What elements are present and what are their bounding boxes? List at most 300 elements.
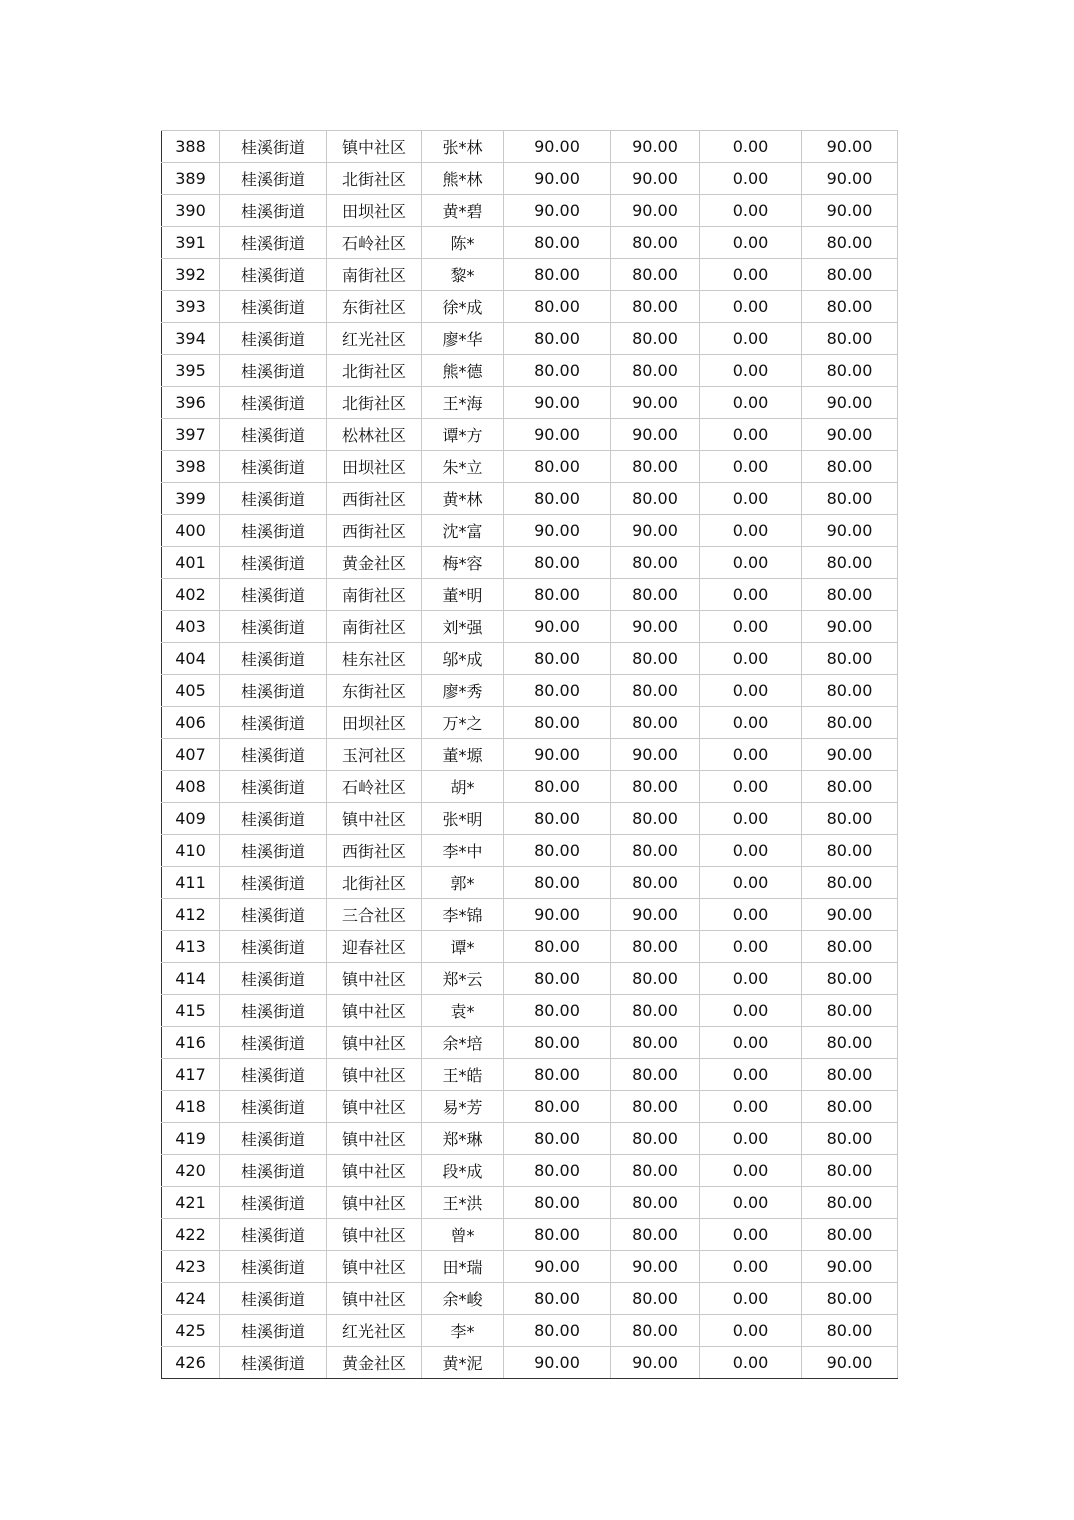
name-cell: 黎* — [422, 259, 504, 291]
amount-cell: 80.00 — [611, 995, 700, 1027]
amount-cell: 90.00 — [611, 1251, 700, 1283]
amount-cell: 80.00 — [504, 483, 611, 515]
amount-cell: 80.00 — [802, 1315, 898, 1347]
community-cell: 镇中社区 — [327, 1091, 422, 1123]
name-cell: 郑*琳 — [422, 1123, 504, 1155]
row-number-cell: 400 — [162, 515, 220, 547]
name-cell: 邬*成 — [422, 643, 504, 675]
table-row — [162, 771, 898, 803]
amount-cell: 90.00 — [504, 419, 611, 451]
name-cell: 黄*泥 — [422, 1347, 504, 1379]
amount-cell: 80.00 — [611, 1283, 700, 1315]
community-cell: 镇中社区 — [327, 1123, 422, 1155]
amount-cell: 80.00 — [504, 1219, 611, 1251]
table-row — [162, 323, 898, 355]
table-row — [162, 547, 898, 579]
amount-cell: 80.00 — [504, 675, 611, 707]
table-row — [162, 1187, 898, 1219]
amount-cell: 80.00 — [504, 1283, 611, 1315]
community-cell: 黄金社区 — [327, 1347, 422, 1379]
table-row — [162, 483, 898, 515]
amount-cell: 0.00 — [700, 1123, 802, 1155]
amount-cell: 90.00 — [802, 163, 898, 195]
subdistrict-cell: 桂溪街道 — [220, 1059, 327, 1091]
amount-cell: 80.00 — [504, 995, 611, 1027]
row-number-cell: 411 — [162, 867, 220, 899]
amount-cell: 80.00 — [802, 291, 898, 323]
row-number-cell: 389 — [162, 163, 220, 195]
name-cell: 李* — [422, 1315, 504, 1347]
amount-cell: 0.00 — [700, 1027, 802, 1059]
community-cell: 镇中社区 — [327, 1251, 422, 1283]
row-number-cell: 401 — [162, 547, 220, 579]
community-cell: 田坝社区 — [327, 451, 422, 483]
name-cell: 熊*林 — [422, 163, 504, 195]
amount-cell: 90.00 — [504, 1251, 611, 1283]
amount-cell: 80.00 — [504, 291, 611, 323]
amount-cell: 80.00 — [504, 1315, 611, 1347]
amount-cell: 80.00 — [802, 483, 898, 515]
amount-cell: 80.00 — [504, 451, 611, 483]
name-cell: 田*瑞 — [422, 1251, 504, 1283]
amount-cell: 90.00 — [611, 899, 700, 931]
table-row — [162, 1059, 898, 1091]
amount-cell: 0.00 — [700, 419, 802, 451]
community-cell: 南街社区 — [327, 579, 422, 611]
row-number-cell: 424 — [162, 1283, 220, 1315]
name-cell: 张*明 — [422, 803, 504, 835]
amount-cell: 80.00 — [802, 995, 898, 1027]
amount-cell: 80.00 — [802, 1123, 898, 1155]
amount-cell: 90.00 — [504, 195, 611, 227]
amount-cell: 0.00 — [700, 1187, 802, 1219]
subdistrict-cell: 桂溪街道 — [220, 291, 327, 323]
amount-cell: 80.00 — [504, 707, 611, 739]
table-row — [162, 1315, 898, 1347]
amount-cell: 80.00 — [504, 867, 611, 899]
amount-cell: 0.00 — [700, 1315, 802, 1347]
subdistrict-cell: 桂溪街道 — [220, 931, 327, 963]
amount-cell: 80.00 — [504, 771, 611, 803]
community-cell: 三合社区 — [327, 899, 422, 931]
row-number-cell: 405 — [162, 675, 220, 707]
amount-cell: 80.00 — [611, 1059, 700, 1091]
amount-cell: 80.00 — [504, 963, 611, 995]
amount-cell: 80.00 — [504, 803, 611, 835]
amount-cell: 80.00 — [802, 963, 898, 995]
row-number-cell: 425 — [162, 1315, 220, 1347]
subdistrict-cell: 桂溪街道 — [220, 1251, 327, 1283]
table-row — [162, 1027, 898, 1059]
row-number-cell: 395 — [162, 355, 220, 387]
row-number-cell: 414 — [162, 963, 220, 995]
table-row — [162, 899, 898, 931]
amount-cell: 90.00 — [504, 1347, 611, 1379]
amount-cell: 80.00 — [504, 227, 611, 259]
name-cell: 易*芳 — [422, 1091, 504, 1123]
amount-cell: 80.00 — [611, 1219, 700, 1251]
amount-cell: 0.00 — [700, 835, 802, 867]
amount-cell: 0.00 — [700, 195, 802, 227]
amount-cell: 80.00 — [504, 1027, 611, 1059]
amount-cell: 90.00 — [504, 515, 611, 547]
subdistrict-cell: 桂溪街道 — [220, 1219, 327, 1251]
amount-cell: 80.00 — [802, 1155, 898, 1187]
subdistrict-cell: 桂溪街道 — [220, 643, 327, 675]
amount-cell: 80.00 — [802, 675, 898, 707]
amount-cell: 0.00 — [700, 1059, 802, 1091]
amount-cell: 80.00 — [611, 675, 700, 707]
data-table — [161, 130, 898, 1379]
table-row — [162, 643, 898, 675]
name-cell: 谭*方 — [422, 419, 504, 451]
row-number-cell: 406 — [162, 707, 220, 739]
community-cell: 石岭社区 — [327, 771, 422, 803]
row-number-cell: 422 — [162, 1219, 220, 1251]
subdistrict-cell: 桂溪街道 — [220, 739, 327, 771]
amount-cell: 90.00 — [802, 387, 898, 419]
amount-cell: 80.00 — [504, 835, 611, 867]
name-cell: 王*皓 — [422, 1059, 504, 1091]
community-cell: 西街社区 — [327, 515, 422, 547]
community-cell: 黄金社区 — [327, 547, 422, 579]
amount-cell: 0.00 — [700, 1283, 802, 1315]
row-number-cell: 408 — [162, 771, 220, 803]
table-row — [162, 387, 898, 419]
row-number-cell: 410 — [162, 835, 220, 867]
row-number-cell: 390 — [162, 195, 220, 227]
amount-cell: 90.00 — [611, 1347, 700, 1379]
community-cell: 北街社区 — [327, 867, 422, 899]
subdistrict-cell: 桂溪街道 — [220, 1123, 327, 1155]
community-cell: 桂东社区 — [327, 643, 422, 675]
name-cell: 陈* — [422, 227, 504, 259]
amount-cell: 80.00 — [802, 547, 898, 579]
amount-cell: 80.00 — [802, 1059, 898, 1091]
amount-cell: 80.00 — [611, 579, 700, 611]
amount-cell: 90.00 — [504, 611, 611, 643]
amount-cell: 80.00 — [611, 707, 700, 739]
name-cell: 李*中 — [422, 835, 504, 867]
subdistrict-cell: 桂溪街道 — [220, 1187, 327, 1219]
row-number-cell: 413 — [162, 931, 220, 963]
amount-cell: 80.00 — [611, 867, 700, 899]
name-cell: 袁* — [422, 995, 504, 1027]
amount-cell: 80.00 — [611, 355, 700, 387]
amount-cell: 90.00 — [802, 419, 898, 451]
community-cell: 镇中社区 — [327, 1027, 422, 1059]
amount-cell: 80.00 — [504, 547, 611, 579]
community-cell: 北街社区 — [327, 387, 422, 419]
amount-cell: 80.00 — [611, 643, 700, 675]
name-cell: 黄*碧 — [422, 195, 504, 227]
table-row — [162, 579, 898, 611]
name-cell: 朱*立 — [422, 451, 504, 483]
amount-cell: 90.00 — [802, 739, 898, 771]
row-number-cell: 388 — [162, 131, 220, 163]
amount-cell: 0.00 — [700, 1155, 802, 1187]
amount-cell: 80.00 — [504, 1059, 611, 1091]
table-row — [162, 515, 898, 547]
community-cell: 镇中社区 — [327, 1219, 422, 1251]
amount-cell: 80.00 — [802, 771, 898, 803]
amount-cell: 0.00 — [700, 1347, 802, 1379]
amount-cell: 0.00 — [700, 707, 802, 739]
amount-cell: 80.00 — [611, 1027, 700, 1059]
amount-cell: 80.00 — [611, 931, 700, 963]
subdistrict-cell: 桂溪街道 — [220, 1091, 327, 1123]
amount-cell: 80.00 — [504, 259, 611, 291]
subdistrict-cell: 桂溪街道 — [220, 899, 327, 931]
subdistrict-cell: 桂溪街道 — [220, 1027, 327, 1059]
row-number-cell: 426 — [162, 1347, 220, 1379]
amount-cell: 80.00 — [802, 803, 898, 835]
name-cell: 梅*容 — [422, 547, 504, 579]
name-cell: 徐*成 — [422, 291, 504, 323]
table-row — [162, 835, 898, 867]
community-cell: 镇中社区 — [327, 1187, 422, 1219]
table-row — [162, 931, 898, 963]
name-cell: 余*峻 — [422, 1283, 504, 1315]
amount-cell: 80.00 — [504, 1187, 611, 1219]
amount-cell: 80.00 — [802, 867, 898, 899]
amount-cell: 80.00 — [504, 1123, 611, 1155]
subdistrict-cell: 桂溪街道 — [220, 355, 327, 387]
amount-cell: 90.00 — [802, 131, 898, 163]
community-cell: 南街社区 — [327, 611, 422, 643]
amount-cell: 80.00 — [611, 1315, 700, 1347]
subdistrict-cell: 桂溪街道 — [220, 323, 327, 355]
community-cell: 镇中社区 — [327, 963, 422, 995]
amount-cell: 0.00 — [700, 579, 802, 611]
community-cell: 西街社区 — [327, 483, 422, 515]
row-number-cell: 403 — [162, 611, 220, 643]
table-row — [162, 1251, 898, 1283]
community-cell: 石岭社区 — [327, 227, 422, 259]
amount-cell: 80.00 — [611, 291, 700, 323]
table-row — [162, 995, 898, 1027]
subdistrict-cell: 桂溪街道 — [220, 771, 327, 803]
row-number-cell: 417 — [162, 1059, 220, 1091]
amount-cell: 90.00 — [504, 131, 611, 163]
name-cell: 王*洪 — [422, 1187, 504, 1219]
amount-cell: 0.00 — [700, 1091, 802, 1123]
subdistrict-cell: 桂溪街道 — [220, 483, 327, 515]
row-number-cell: 416 — [162, 1027, 220, 1059]
subdistrict-cell: 桂溪街道 — [220, 803, 327, 835]
amount-cell: 80.00 — [802, 835, 898, 867]
amount-cell: 0.00 — [700, 611, 802, 643]
name-cell: 熊*德 — [422, 355, 504, 387]
table-row — [162, 291, 898, 323]
amount-cell: 80.00 — [802, 1091, 898, 1123]
amount-cell: 80.00 — [802, 1027, 898, 1059]
table-row — [162, 1283, 898, 1315]
name-cell: 董*塬 — [422, 739, 504, 771]
community-cell: 西街社区 — [327, 835, 422, 867]
amount-cell: 0.00 — [700, 739, 802, 771]
subdistrict-cell: 桂溪街道 — [220, 995, 327, 1027]
name-cell: 李*锦 — [422, 899, 504, 931]
row-number-cell: 396 — [162, 387, 220, 419]
amount-cell: 90.00 — [504, 899, 611, 931]
amount-cell: 80.00 — [802, 227, 898, 259]
community-cell: 东街社区 — [327, 675, 422, 707]
amount-cell: 0.00 — [700, 227, 802, 259]
amount-cell: 0.00 — [700, 387, 802, 419]
amount-cell: 0.00 — [700, 675, 802, 707]
amount-cell: 80.00 — [504, 355, 611, 387]
amount-cell: 0.00 — [700, 995, 802, 1027]
table-row — [162, 675, 898, 707]
subdistrict-cell: 桂溪街道 — [220, 227, 327, 259]
community-cell: 镇中社区 — [327, 131, 422, 163]
amount-cell: 80.00 — [504, 579, 611, 611]
amount-cell: 0.00 — [700, 771, 802, 803]
table-row — [162, 227, 898, 259]
table-row — [162, 707, 898, 739]
amount-cell: 90.00 — [504, 163, 611, 195]
table-row — [162, 451, 898, 483]
amount-cell: 90.00 — [504, 387, 611, 419]
amount-cell: 0.00 — [700, 1219, 802, 1251]
amount-cell: 90.00 — [611, 515, 700, 547]
amount-cell: 80.00 — [504, 323, 611, 355]
amount-cell: 80.00 — [504, 1091, 611, 1123]
subdistrict-cell: 桂溪街道 — [220, 451, 327, 483]
subdistrict-cell: 桂溪街道 — [220, 195, 327, 227]
row-number-cell: 412 — [162, 899, 220, 931]
amount-cell: 90.00 — [802, 1347, 898, 1379]
amount-cell: 80.00 — [504, 1155, 611, 1187]
subdistrict-cell: 桂溪街道 — [220, 611, 327, 643]
table-body — [162, 131, 898, 1379]
amount-cell: 0.00 — [700, 131, 802, 163]
amount-cell: 80.00 — [802, 579, 898, 611]
community-cell: 红光社区 — [327, 323, 422, 355]
table-row — [162, 195, 898, 227]
row-number-cell: 391 — [162, 227, 220, 259]
subdistrict-cell: 桂溪街道 — [220, 163, 327, 195]
amount-cell: 0.00 — [700, 515, 802, 547]
amount-cell: 0.00 — [700, 899, 802, 931]
amount-cell: 80.00 — [802, 1283, 898, 1315]
row-number-cell: 392 — [162, 259, 220, 291]
table-row — [162, 867, 898, 899]
amount-cell: 90.00 — [802, 1251, 898, 1283]
amount-cell: 80.00 — [504, 643, 611, 675]
subdistrict-cell: 桂溪街道 — [220, 707, 327, 739]
table-row — [162, 963, 898, 995]
amount-cell: 90.00 — [611, 739, 700, 771]
community-cell: 镇中社区 — [327, 1283, 422, 1315]
table-row — [162, 259, 898, 291]
row-number-cell: 404 — [162, 643, 220, 675]
amount-cell: 80.00 — [802, 643, 898, 675]
amount-cell: 0.00 — [700, 643, 802, 675]
amount-cell: 80.00 — [802, 1219, 898, 1251]
amount-cell: 80.00 — [611, 1123, 700, 1155]
community-cell: 北街社区 — [327, 163, 422, 195]
table-row — [162, 1123, 898, 1155]
community-cell: 田坝社区 — [327, 707, 422, 739]
subdistrict-cell: 桂溪街道 — [220, 515, 327, 547]
row-number-cell: 402 — [162, 579, 220, 611]
amount-cell: 80.00 — [802, 451, 898, 483]
name-cell: 段*成 — [422, 1155, 504, 1187]
row-number-cell: 418 — [162, 1091, 220, 1123]
community-cell: 镇中社区 — [327, 995, 422, 1027]
table-row — [162, 131, 898, 163]
amount-cell: 80.00 — [504, 931, 611, 963]
amount-cell: 80.00 — [611, 451, 700, 483]
table-row — [162, 611, 898, 643]
subdistrict-cell: 桂溪街道 — [220, 131, 327, 163]
amount-cell: 90.00 — [504, 739, 611, 771]
name-cell: 余*培 — [422, 1027, 504, 1059]
amount-cell: 0.00 — [700, 291, 802, 323]
community-cell: 玉河社区 — [327, 739, 422, 771]
subdistrict-cell: 桂溪街道 — [220, 259, 327, 291]
community-cell: 北街社区 — [327, 355, 422, 387]
amount-cell: 90.00 — [611, 387, 700, 419]
name-cell: 郭* — [422, 867, 504, 899]
amount-cell: 90.00 — [802, 611, 898, 643]
amount-cell: 0.00 — [700, 867, 802, 899]
row-number-cell: 394 — [162, 323, 220, 355]
name-cell: 沈*富 — [422, 515, 504, 547]
subdistrict-cell: 桂溪街道 — [220, 1347, 327, 1379]
row-number-cell: 419 — [162, 1123, 220, 1155]
amount-cell: 0.00 — [700, 931, 802, 963]
amount-cell: 0.00 — [700, 259, 802, 291]
amount-cell: 80.00 — [611, 835, 700, 867]
table-row — [162, 163, 898, 195]
row-number-cell: 397 — [162, 419, 220, 451]
subdistrict-cell: 桂溪街道 — [220, 867, 327, 899]
amount-cell: 80.00 — [611, 1091, 700, 1123]
community-cell: 镇中社区 — [327, 1155, 422, 1187]
amount-cell: 90.00 — [611, 611, 700, 643]
amount-cell: 0.00 — [700, 1251, 802, 1283]
amount-cell: 0.00 — [700, 963, 802, 995]
subdistrict-cell: 桂溪街道 — [220, 675, 327, 707]
community-cell: 松林社区 — [327, 419, 422, 451]
amount-cell: 0.00 — [700, 803, 802, 835]
name-cell: 谭* — [422, 931, 504, 963]
amount-cell: 80.00 — [611, 323, 700, 355]
amount-cell: 0.00 — [700, 355, 802, 387]
table-row — [162, 419, 898, 451]
amount-cell: 90.00 — [611, 419, 700, 451]
subdistrict-cell: 桂溪街道 — [220, 963, 327, 995]
name-cell: 郑*云 — [422, 963, 504, 995]
name-cell: 王*海 — [422, 387, 504, 419]
amount-cell: 80.00 — [611, 963, 700, 995]
name-cell: 廖*秀 — [422, 675, 504, 707]
name-cell: 董*明 — [422, 579, 504, 611]
name-cell: 张*林 — [422, 131, 504, 163]
amount-cell: 80.00 — [611, 803, 700, 835]
subdistrict-cell: 桂溪街道 — [220, 547, 327, 579]
table-row — [162, 1091, 898, 1123]
row-number-cell: 407 — [162, 739, 220, 771]
table-row — [162, 1155, 898, 1187]
amount-cell: 80.00 — [802, 355, 898, 387]
amount-cell: 0.00 — [700, 163, 802, 195]
amount-cell: 90.00 — [611, 131, 700, 163]
amount-cell: 80.00 — [611, 227, 700, 259]
